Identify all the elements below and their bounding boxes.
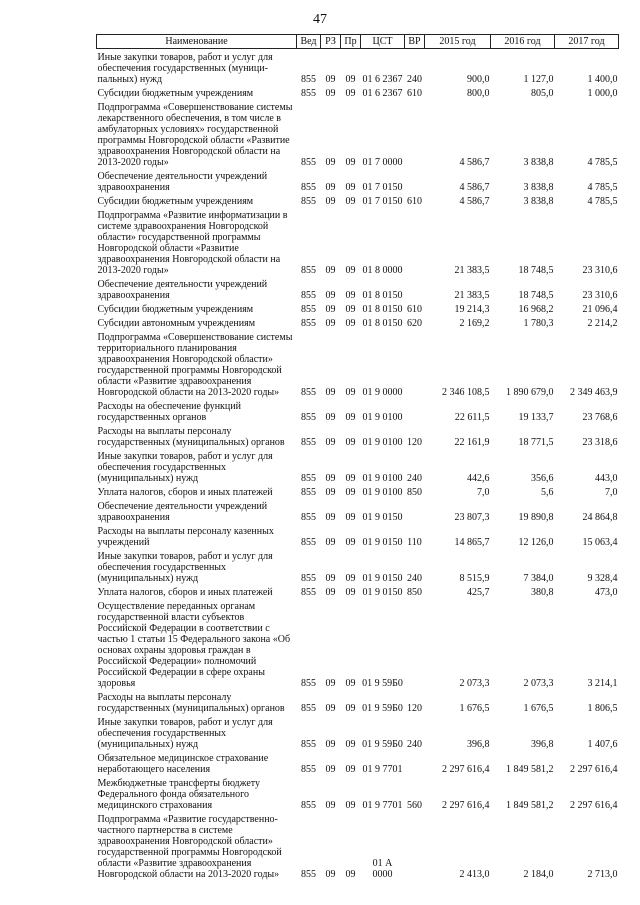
row-2016-amount: 1 890 679,0 <box>506 387 554 398</box>
row-2016-amount: 3 838,8 <box>523 157 554 168</box>
row-vr: 850 <box>407 487 422 498</box>
row-ved: 855 <box>301 537 316 548</box>
row-2015-amount: 2 346 108,5 <box>442 387 490 398</box>
row-cst: 01 9 59Б0 <box>362 703 403 714</box>
row-rz: 09 <box>325 869 336 880</box>
row-name: Расходы на выплаты персоналу государственных (муниципальных) органов <box>97 692 285 714</box>
table-row <box>97 548 619 584</box>
row-ved: 855 <box>301 869 316 880</box>
row-2017-amount: 21 096,4 <box>582 304 618 315</box>
column-header-rz: РЗ <box>321 35 341 49</box>
row-ved: 855 <box>301 512 316 523</box>
table-row <box>97 207 619 276</box>
row-name: Обязательное медицинское страхование неработающего населения <box>97 753 269 775</box>
row-2015-amount: 2 169,2 <box>459 318 490 329</box>
row-2016-amount: 2 184,0 <box>523 869 554 880</box>
table-row <box>97 689 619 714</box>
row-ved: 855 <box>301 412 316 423</box>
row-2015-amount: 22 611,5 <box>454 412 490 423</box>
table-row <box>97 811 619 880</box>
row-vr: 240 <box>407 739 422 750</box>
table-row <box>97 484 619 498</box>
row-pr: 09 <box>345 437 356 448</box>
row-2015-amount: 2 297 616,4 <box>442 764 490 775</box>
row-vr: 610 <box>407 304 422 315</box>
table-row <box>97 49 619 86</box>
row-rz: 09 <box>325 537 336 548</box>
row-vr: 240 <box>407 473 422 484</box>
row-2015-amount: 21 383,5 <box>454 290 490 301</box>
row-vr: 240 <box>407 573 422 584</box>
row-vr: 610 <box>407 88 422 99</box>
row-pr: 09 <box>345 182 356 193</box>
row-2017-amount: 2 349 463,9 <box>570 387 618 398</box>
row-cst: 01 7 0150 <box>362 196 403 207</box>
row-name: Расходы на выплаты персоналу государственных (муниципальных) органов <box>97 426 285 448</box>
row-name: Иные закупки товаров, работ и услуг для обеспечения государственных (муниципальных) нужд <box>97 551 273 584</box>
table-row <box>97 775 619 811</box>
row-2015-amount: 21 383,5 <box>454 265 490 276</box>
row-2017-amount: 2 713,0 <box>587 869 618 880</box>
row-2017-amount: 9 328,4 <box>587 573 618 584</box>
row-2017-amount: 2 214,2 <box>587 318 618 329</box>
row-ved: 855 <box>301 739 316 750</box>
table-row <box>97 448 619 484</box>
row-2017-amount: 15 063,4 <box>582 537 618 548</box>
table-row <box>97 398 619 423</box>
row-ved: 855 <box>301 764 316 775</box>
row-2016-amount: 356,6 <box>531 473 554 484</box>
table-row <box>97 598 619 689</box>
row-pr: 09 <box>345 487 356 498</box>
row-pr: 09 <box>345 290 356 301</box>
row-ved: 855 <box>301 473 316 484</box>
row-rz: 09 <box>325 412 336 423</box>
row-rz: 09 <box>325 678 336 689</box>
row-2017-amount: 1 407,6 <box>587 739 618 750</box>
row-pr: 09 <box>345 265 356 276</box>
row-rz: 09 <box>325 290 336 301</box>
row-rz: 09 <box>325 800 336 811</box>
row-pr: 09 <box>345 473 356 484</box>
row-pr: 09 <box>345 764 356 775</box>
row-2017-amount: 23 310,6 <box>582 265 618 276</box>
row-2016-amount: 1 780,3 <box>523 318 554 329</box>
column-header-2015: 2015 год <box>425 35 491 49</box>
row-cst: 01 7 0150 <box>362 182 403 193</box>
table-row <box>97 423 619 448</box>
table-row <box>97 193 619 207</box>
row-pr: 09 <box>345 74 356 85</box>
row-cst: 01 9 0100 <box>362 412 403 423</box>
row-rz: 09 <box>325 573 336 584</box>
row-cst: 01 9 0100 <box>362 473 403 484</box>
row-name: Обеспечение деятельности учреждений здравоохранения <box>97 171 268 193</box>
row-2017-amount: 4 785,5 <box>587 157 618 168</box>
row-cst: 01 8 0000 <box>362 265 403 276</box>
table-row <box>97 329 619 398</box>
table-row <box>97 99 619 168</box>
row-cst: 01 8 0150 <box>362 304 403 315</box>
row-2016-amount: 1 127,0 <box>523 74 554 85</box>
row-ved: 855 <box>301 318 316 329</box>
row-vr <box>405 207 425 276</box>
row-rz: 09 <box>325 304 336 315</box>
table-row <box>97 584 619 598</box>
row-name: Иные закупки товаров, работ и услуг для обеспечения государственных (муниципальных) нужд <box>97 451 273 484</box>
row-2016-amount: 1 676,5 <box>523 703 554 714</box>
row-cst: 01 9 7701 <box>362 764 403 775</box>
row-rz: 09 <box>325 387 336 398</box>
row-pr: 09 <box>345 387 356 398</box>
row-ved: 855 <box>301 304 316 315</box>
row-pr: 09 <box>345 318 356 329</box>
row-name: Субсидии бюджетным учреждениям <box>97 196 254 207</box>
row-2016-amount: 5,6 <box>541 487 554 498</box>
row-vr <box>405 99 425 168</box>
row-name: Иные закупки товаров, работ и услуг для обеспечения государственных (муниципальных) нужд <box>97 717 273 750</box>
row-name: Подпрограмма «Совершенствование системы лекарственного обеспечения, в том числе в амбулаторных условиях» государственной программы Новгородской области «Развитие здравоохранения Новгородской области на 2013-2020 годы» <box>97 102 293 168</box>
row-2015-amount: 4 586,7 <box>459 182 490 193</box>
row-pr: 09 <box>345 800 356 811</box>
row-name: Расходы на обеспечение функций государственных органов <box>97 401 241 423</box>
row-vr: 110 <box>407 537 422 548</box>
row-name: Субсидии бюджетным учреждениям <box>97 304 254 315</box>
row-cst: 01 9 0150 <box>362 573 403 584</box>
row-2015-amount: 442,6 <box>467 473 490 484</box>
row-2016-amount: 19 133,7 <box>518 412 554 423</box>
row-pr: 09 <box>345 678 356 689</box>
row-name: Субсидии автономным учреждениям <box>97 318 256 329</box>
row-2015-amount: 4 586,7 <box>459 196 490 207</box>
column-header-pr: Пр <box>341 35 361 49</box>
row-2015-amount: 396,8 <box>467 739 490 750</box>
table-row <box>97 523 619 548</box>
row-cst: 01 9 0100 <box>362 437 403 448</box>
row-2016-amount: 1 849 581,2 <box>506 764 554 775</box>
row-2016-amount: 18 748,5 <box>518 290 554 301</box>
row-2016-amount: 3 838,8 <box>523 182 554 193</box>
row-2016-amount: 3 838,8 <box>523 196 554 207</box>
row-pr: 09 <box>345 412 356 423</box>
row-2015-amount: 1 676,5 <box>459 703 490 714</box>
row-2016-amount: 805,0 <box>531 88 554 99</box>
row-name: Субсидии бюджетным учреждениям <box>97 88 254 99</box>
row-vr <box>405 598 425 689</box>
row-2016-amount: 396,8 <box>531 739 554 750</box>
row-2015-amount: 23 807,3 <box>454 512 490 523</box>
row-name: Обеспечение деятельности учреждений здравоохранения <box>97 279 268 301</box>
row-2017-amount: 23 768,6 <box>582 412 618 423</box>
row-rz: 09 <box>325 88 336 99</box>
row-name: Иные закупки товаров, работ и услуг для обеспечения государственных (муници-пальных) нужд <box>97 52 273 85</box>
row-name: Уплата налогов, сборов и иных платежей <box>97 587 273 598</box>
row-2015-amount: 425,7 <box>467 587 490 598</box>
column-header-cst: ЦСТ <box>361 35 405 49</box>
row-ved: 855 <box>301 157 316 168</box>
budget-table <box>96 34 619 880</box>
table-header-row <box>97 35 619 49</box>
row-vr <box>405 811 425 880</box>
row-pr: 09 <box>345 88 356 99</box>
row-cst: 01 6 2367 <box>362 74 403 85</box>
row-name: Расходы на выплаты персоналу казенных учреждений <box>97 526 274 548</box>
row-name: Подпрограмма «Развитие государственно-частного партнерства в системе здравоохранения Новгородской области» государственной программы Новгородской области «Развитие здравоохранения Новгородской области на 2013-2020 годы» <box>97 814 282 880</box>
row-2015-amount: 14 865,7 <box>454 537 490 548</box>
row-ved: 855 <box>301 88 316 99</box>
row-pr: 09 <box>345 304 356 315</box>
row-2016-amount: 2 073,3 <box>523 678 554 689</box>
row-2017-amount: 2 297 616,4 <box>570 800 618 811</box>
page-number: 47 <box>313 12 327 27</box>
column-header-vr: ВР <box>405 35 425 49</box>
row-ved: 855 <box>301 800 316 811</box>
row-2016-amount: 7 384,0 <box>523 573 554 584</box>
row-ved: 855 <box>301 387 316 398</box>
row-2016-amount: 12 126,0 <box>518 537 554 548</box>
row-name: Подпрограмма «Совершенствование системы территориального планирования здравоохранения Новгородской области» государственной программы Новгородской области «Развитие здравоохранения Новгородской области на 2013-2020 годы» <box>97 332 293 398</box>
row-rz: 09 <box>325 318 336 329</box>
row-vr: 620 <box>407 318 422 329</box>
row-vr: 610 <box>407 196 422 207</box>
row-vr: 560 <box>407 800 422 811</box>
row-pr: 09 <box>345 157 356 168</box>
row-rz: 09 <box>325 587 336 598</box>
row-2016-amount: 19 890,8 <box>518 512 554 523</box>
row-2015-amount: 19 214,3 <box>454 304 490 315</box>
column-header-ved: Вед <box>297 35 321 49</box>
row-pr: 09 <box>345 739 356 750</box>
row-ved: 855 <box>301 678 316 689</box>
row-rz: 09 <box>325 487 336 498</box>
row-2015-amount: 7,0 <box>477 487 490 498</box>
row-cst: 01 7 0000 <box>362 157 403 168</box>
row-pr: 09 <box>345 573 356 584</box>
row-cst: 01 9 59Б0 <box>362 678 403 689</box>
row-pr: 09 <box>345 703 356 714</box>
row-2015-amount: 2 073,3 <box>459 678 490 689</box>
row-2017-amount: 3 214,1 <box>587 678 618 689</box>
row-ved: 855 <box>301 74 316 85</box>
row-cst: 01 9 0150 <box>362 512 403 523</box>
row-2017-amount: 1 806,5 <box>587 703 618 714</box>
row-vr <box>405 168 425 193</box>
table-row <box>97 714 619 750</box>
row-2015-amount: 4 586,7 <box>459 157 490 168</box>
row-2017-amount: 23 318,6 <box>582 437 618 448</box>
column-header-2017: 2017 год <box>555 35 619 49</box>
column-header-name: Наименование <box>97 35 297 49</box>
row-2017-amount: 1 000,0 <box>587 88 618 99</box>
row-rz: 09 <box>325 74 336 85</box>
row-2017-amount: 4 785,5 <box>587 196 618 207</box>
table-row <box>97 85 619 99</box>
row-ved: 855 <box>301 265 316 276</box>
row-vr <box>405 398 425 423</box>
table-row <box>97 315 619 329</box>
row-name: Осуществление переданных органам государственной власти субъектов Российской Федерации в соответствии с частью 1 статьи 15 Федерального закона «Об основах охраны здоровья граждан в Российской Федерации» полномочий Российской Федерации в сфере охраны здоровья <box>97 601 291 689</box>
table-row <box>97 276 619 301</box>
row-cst: 01 9 0000 <box>362 387 403 398</box>
row-2017-amount: 473,0 <box>595 587 618 598</box>
row-ved: 855 <box>301 703 316 714</box>
row-ved: 855 <box>301 196 316 207</box>
row-vr <box>405 329 425 398</box>
row-cst: 01 9 0100 <box>362 487 403 498</box>
row-cst: 01 8 0150 <box>362 318 403 329</box>
row-ved: 855 <box>301 587 316 598</box>
row-pr: 09 <box>345 512 356 523</box>
row-cst: 01 9 59Б0 <box>362 739 403 750</box>
row-ved: 855 <box>301 487 316 498</box>
row-2017-amount: 4 785,5 <box>587 182 618 193</box>
row-2017-amount: 24 864,8 <box>582 512 618 523</box>
row-2017-amount: 1 400,0 <box>587 74 618 85</box>
row-pr: 09 <box>345 587 356 598</box>
row-rz: 09 <box>325 764 336 775</box>
row-cst: 01 А 0000 <box>372 858 393 880</box>
row-rz: 09 <box>325 473 336 484</box>
row-cst: 01 8 0150 <box>362 290 403 301</box>
row-2016-amount: 16 968,2 <box>518 304 554 315</box>
row-vr: 120 <box>407 437 422 448</box>
row-2017-amount: 2 297 616,4 <box>570 764 618 775</box>
row-2016-amount: 18 771,5 <box>518 437 554 448</box>
table-row <box>97 168 619 193</box>
row-rz: 09 <box>325 196 336 207</box>
row-cst: 01 6 2367 <box>362 88 403 99</box>
row-2015-amount: 800,0 <box>467 88 490 99</box>
row-name: Межбюджетные трансферты бюджету Федерального фонда обязательного медицинского страхования <box>97 778 261 811</box>
row-ved: 855 <box>301 437 316 448</box>
row-2017-amount: 23 310,6 <box>582 290 618 301</box>
row-2017-amount: 443,0 <box>595 473 618 484</box>
table-row <box>97 498 619 523</box>
row-pr: 09 <box>345 196 356 207</box>
row-2016-amount: 1 849 581,2 <box>506 800 554 811</box>
row-vr: 240 <box>407 74 422 85</box>
row-rz: 09 <box>325 512 336 523</box>
row-name: Уплата налогов, сборов и иных платежей <box>97 487 273 498</box>
row-2015-amount: 2 297 616,4 <box>442 800 490 811</box>
row-2015-amount: 22 161,9 <box>454 437 490 448</box>
table-row <box>97 301 619 315</box>
row-2017-amount: 7,0 <box>605 487 618 498</box>
row-vr: 850 <box>407 587 422 598</box>
row-2016-amount: 18 748,5 <box>518 265 554 276</box>
row-rz: 09 <box>325 437 336 448</box>
table-row <box>97 750 619 775</box>
row-vr <box>405 750 425 775</box>
row-rz: 09 <box>325 703 336 714</box>
row-rz: 09 <box>325 157 336 168</box>
row-cst: 01 9 0150 <box>362 537 403 548</box>
row-vr <box>405 498 425 523</box>
row-pr: 09 <box>345 537 356 548</box>
row-2015-amount: 900,0 <box>467 74 490 85</box>
row-2015-amount: 2 413,0 <box>459 869 490 880</box>
row-rz: 09 <box>325 265 336 276</box>
row-rz: 09 <box>325 739 336 750</box>
row-name: Подпрограмма «Развитие информатизации в системе здравоохранения Новгородской области» государственной программы Новгородской области «Развитие здравоохранения Новгородской области на 2013-2020 годы» <box>97 210 288 276</box>
row-name: Обеспечение деятельности учреждений здравоохранения <box>97 501 268 523</box>
row-vr <box>405 276 425 301</box>
row-rz: 09 <box>325 182 336 193</box>
row-pr: 09 <box>345 869 356 880</box>
row-cst: 01 9 7701 <box>362 800 403 811</box>
row-ved: 855 <box>301 290 316 301</box>
column-header-2016: 2016 год <box>491 35 555 49</box>
row-ved: 855 <box>301 182 316 193</box>
row-vr: 120 <box>407 703 422 714</box>
row-2015-amount: 8 515,9 <box>459 573 490 584</box>
row-2016-amount: 380,8 <box>531 587 554 598</box>
row-ved: 855 <box>301 573 316 584</box>
row-cst: 01 9 0150 <box>362 587 403 598</box>
